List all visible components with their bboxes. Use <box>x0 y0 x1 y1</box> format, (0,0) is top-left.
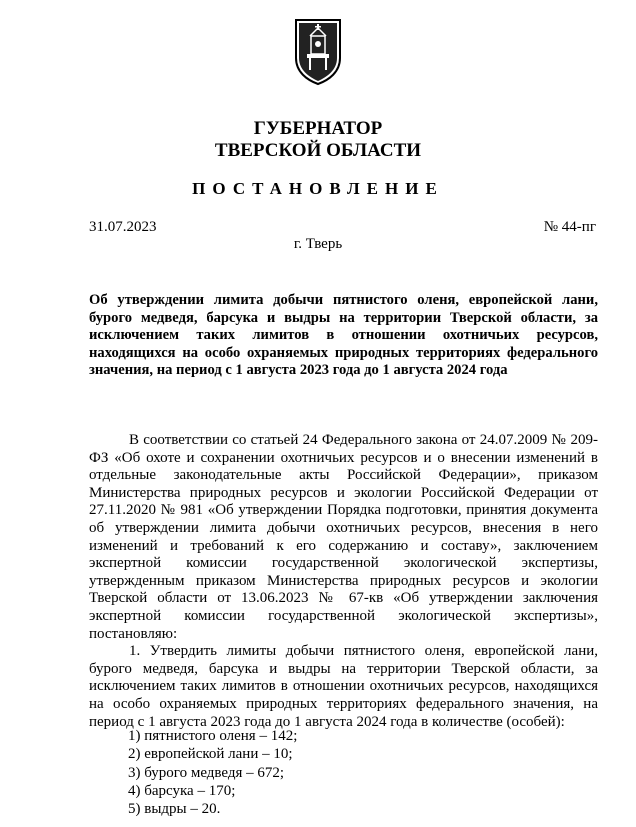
document-type: ПОСТАНОВЛЕНИЕ <box>192 179 444 198</box>
authority-title: ГУБЕРНАТОР <box>253 118 383 139</box>
limits-list <box>128 727 297 818</box>
authority-region: ТВЕРСКОЙ ОБЛАСТИ <box>214 140 422 161</box>
list-item: 1) пятнистого оленя – 142; <box>128 728 298 744</box>
list-item: 4) барсука – 170; <box>128 782 236 799</box>
list-item: 5) выдры – 20. <box>128 801 221 818</box>
coat-of-arms-icon <box>293 16 343 86</box>
document-body <box>89 432 598 731</box>
document-city: г. Тверь <box>293 236 343 252</box>
list-item: 3) бурого медведя – 672; <box>128 764 285 781</box>
document-date: 31.07.2023 <box>89 219 157 235</box>
list-item: 2) европейской лани – 10; <box>128 746 293 763</box>
document-number: № 44-пг <box>543 219 596 235</box>
point-1-paragraph: 1. Утвердить лимиты добычи пятнистого оленя, европейской лани, бурого медведя, барсука и выдры на территории Тверской области, за исключением таких лимитов в отношении охотничьих ресурсов, находящихся на особо охраняемых природных территориях федерального значения, на период с 1 августа 2023 года до 1 августа 2024 года в количестве (особей): <box>89 643 598 730</box>
preamble-paragraph: В соответствии со статьей 24 Федерального закона от 24.07.2009 № 209-ФЗ «Об охоте и сохранении охотничьих ресурсов и о внесении изменений в отдельные законодательные акты Российской Федерации», приказом Министерства природных ресурсов и экологии Российской Федерации от 27.11.2020 № 981 «Об утверждении Порядка подготовки, принятия документа об утверждении лимита добычи охотничьих ресурсов, внесения в него изменений и требований к его содержанию и составу», заключением экспертной комиссии государственной экологической экспертизы, утвержденным приказом Министерства природных ресурсов и экологии Тверской области от 13.06.2023 № 67-кв «Об утверждении заключения экспертной комиссии государственной экологической экспертизы», постановляю: <box>89 432 598 642</box>
document-subject: Об утверждении лимита добычи пятнистого оленя, европейской лани, бурого медведя, барсука и выдры на территории Тверской области, за исключением таких лимитов в отношении охотничьих ресурсов, находящихся на особо охраняемых природных территориях федерального значения, на период с 1 августа 2023 года до 1 августа 2024 года <box>89 292 598 379</box>
